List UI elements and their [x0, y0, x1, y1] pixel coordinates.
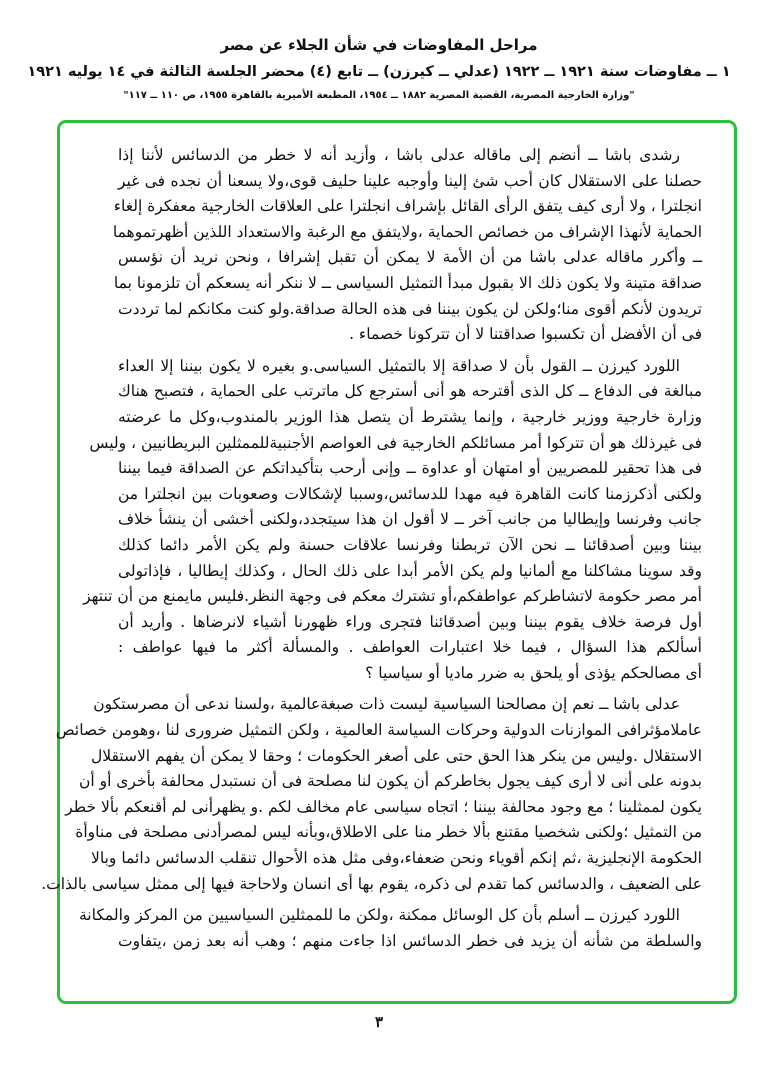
text-line: فى هذا تحقير للمصريين أو امتهان أو عداوة ــ وإنى أرحب بتأكيداتكم عن الصداقة فيما بيننا: [118, 459, 702, 478]
text-line: من التمثيل ؛ولكنى شخصيا مقتنع بألا خطر منا على الاطلاق،وبأنه ليس لمصرأدنى مصلحة فى مناوأة: [75, 823, 702, 842]
source-citation: "وزارة الخارجية المصرية، القضية المصرية ١٨٨٢ ــ ١٩٥٤، المطبعة الأميرية بالقاهرة ١٩٥٥، ص ١١٠ ــ ١١٧": [123, 90, 635, 101]
text-line: أسألكم هذا السؤال ، فيما خلا اعتبارات العواطف . والمسألة أكثر ما فيها عواطف :: [118, 638, 702, 657]
text-line: عاملامؤثرافى الموازنات الدولية وحركات السياسة العالمية ، ولكن التمثيل ضرورى لنا ،وهومن خصائص: [55, 721, 702, 740]
text-line: يكون لممثلينا ؛ مع وجود محالفة بيننا ؛ اتجاه سياسى عام مخالف لكم .و يظهرأنى لم أقنعكم بألا خطر: [65, 797, 702, 816]
text-line: الحكومة الإنجليزية ،ثم إنكم أقوياء ونحن ضعفاء،وفى مثل هذه الأحوال تنقلب الدسائس دائما وبالا: [91, 849, 702, 868]
text-line: مبالغة فى الدفاع ــ كل الذى أقترحه هو أنى أسترجع كل ماترتب على الحماية ، فتصبح هناك: [118, 382, 702, 401]
text-line: والسلطة من شأنه أن يزيد فى خطر الدسائس اذا جاءت منهم ؛ وهب أنه بعد زمن ،يتفاوت: [118, 931, 702, 950]
document-subtitle: ١ ــ مفاوضات سنة ١٩٢١ ــ ١٩٢٢ (عدلي ــ كيرزن) ــ تابع (٤) محضر الجلسة الثالثة في ١٤ يوليه ١٩٢١: [27, 64, 731, 80]
text-line: اللورد كيرزن ــ أسلم بأن كل الوسائل ممكنة ،ولكن ما للممثلين السياسيين من المركز والمكانة: [79, 906, 680, 925]
paragraph: [112, 143, 702, 348]
text-line: ولكنى أذكرزمنا كانت القاهرة فيه مهدا للدسائس،وسببا لإشكالات وصعوبات بين انجلترا من: [118, 484, 702, 503]
text-line: الحماية لأنهذا الإشراف من خصائص الحماية ،ولايتفق مع الرغبة والاستعداد اللذين أظهرتموهما: [112, 222, 702, 241]
text-line: أمر مصر حكومة لاتشاطركم عواطفكم،أو تشترك معكم فى وجهة النظر.فليس مايمنع من أن تنتهز: [83, 587, 702, 606]
paragraph: [41, 692, 702, 897]
text-line: رشدى باشا ــ أنضم إلى ماقاله عدلى باشا ، وأزيد أنه لا خطر من الدسائس لأننا إذا: [118, 146, 680, 164]
paragraph: [79, 903, 702, 954]
text-line: اللورد كيرزن ــ القول بأن لا صداقة إلا بالتمثيل السياسى.و بغيره لا يكون بيننا إلا العداء: [118, 356, 680, 375]
text-line: وقد سوينا مشاكلنا مع ألمانيا ولم يكن الأمر أبدا على ذلك الحال ، وكذلك إيطاليا ، فإذاتولى: [118, 561, 702, 580]
text-line: صداقة متينة ولا يكون ذلك الا بقبول مبدأ التمثيل السياسى ــ لا ننكر أنه يسعكم أن تلزمونا بما: [113, 273, 702, 292]
text-line: بيننا وبين أصدقائنا ــ نحن الآن تربطنا وفرنسا علاقات حسنة ولم يكن الأمر دائما كذلك: [118, 535, 702, 554]
text-line: جانب وفرنسا وإيطاليا من جانب آخر ــ لا أقول ان هذا سيتجدد،ولكنى أخشى أن ينشأ خلاف: [118, 510, 702, 529]
text-line: انجلترا ، ولا أرى كيف يتفق الرأى القائل بإشراف انجلترا على العلاقات الخارجية معفكرة إلغاء: [113, 197, 702, 216]
text-line: فى أن الأفضل أن تكسبوا صداقتنا لا أن تتركونا خصماء .: [349, 325, 702, 344]
text-line: عدلى باشا ــ نعم إن مصالحنا السياسية ليست ذات صبغةعالمية ،ولسنا ندعى أن مصرستكون: [93, 695, 680, 714]
text-line: تريدون لأنكم أقوى منا؛ولكن لن يكون بيننا فى هذه الحالة صداقة.ولو كنت مكانكم لما ترددت: [118, 299, 702, 318]
document-body: [41, 143, 702, 960]
paragraph: [83, 354, 702, 687]
text-line: على الضعيف ، والدسائس كما تقدم لى ذكره، يقوم بها أى انسان ولاحاجة فيها إلى ممثل سياسى بالذات.: [41, 874, 702, 893]
text-line: الاستقلال .وليس من ينكر هذا الحق حتى على أصغر الحكومات ؛ وحقا لا يمكن أن يفهم الاستقلال: [90, 746, 702, 765]
text-line: بدونه على أنى لا أرى كيف يجول بخاطركم أن يكون لنا مصلحة فى أن نستبدل محالفة بأخرى أو أن: [78, 772, 702, 791]
text-line: ــ وأكرر ماقاله عدلى باشا من أن الأمة لا يمكن أن تقبل إشرافا ، ونحن نريد أن نؤسس: [118, 248, 702, 267]
text-line: فى غيرذلك هو أن تتركوا أمر مسائلكم الخارجية فى العواصم الأجنبيةللممثلين البريطانيين ، وليس: [89, 433, 702, 452]
document-title: مراحل المفاوضات في شأن الجلاء عن مصر: [220, 36, 538, 54]
text-line: أول فرصة خلاف يقوم بيننا وبين أصدقائنا فتجرى وراء ظهورنا أشياء لانرضاها . وأريد أن: [118, 612, 702, 631]
text-line: حصلنا على الاستقلال كان أحب شئ إلينا وأوجبه علينا حليف قوى،ولا يسعنا أن نجده فى غير: [118, 171, 702, 190]
page-number: ٣: [374, 1013, 384, 1031]
text-line: وزارة خارجية ووزير خارجية ، وإنما يشترط أن يتصل هذا الوزير بالمندوب،وكل ما عرضته: [118, 407, 702, 426]
text-line: أى مصالحكم يؤذى أو يلحق به ضرر ماديا أو سياسيا ؟: [365, 663, 702, 682]
